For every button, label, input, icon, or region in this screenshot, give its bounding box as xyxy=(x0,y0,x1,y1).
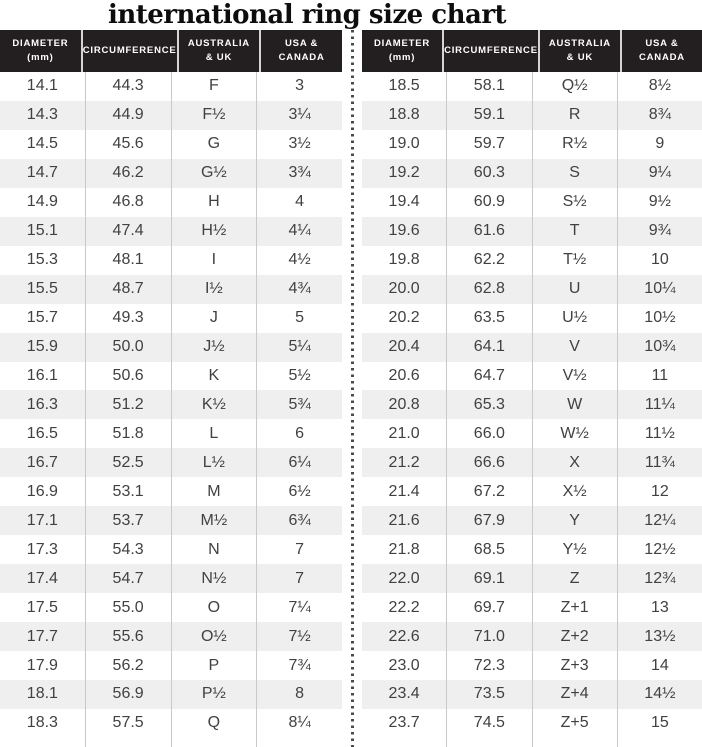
cell-diameter: 15.3 xyxy=(0,246,86,275)
cell-diameter: 19.0 xyxy=(362,130,447,159)
table-row xyxy=(362,564,702,593)
cell-usa-canada: 8½ xyxy=(648,77,671,95)
cell-usa-canada: 5½ xyxy=(288,367,311,384)
table-row xyxy=(0,72,342,101)
table-row xyxy=(362,390,702,419)
cell-circumference: 50.0 xyxy=(86,333,172,362)
column-header-line: DIAMETER xyxy=(374,38,431,50)
table-row xyxy=(0,159,342,188)
cell-usa-canada: 12¼ xyxy=(644,511,676,529)
table-row xyxy=(362,680,702,709)
cell-australia-uk: X xyxy=(533,448,618,477)
cell-circumference: 74.5 xyxy=(447,709,532,738)
column-header-line: AUSTRALIA xyxy=(187,38,250,50)
cell-diameter: 21.0 xyxy=(362,419,447,448)
table-header-row xyxy=(0,30,342,72)
cell-diameter: 19.6 xyxy=(362,217,447,246)
chart-content xyxy=(0,30,702,747)
table-row xyxy=(362,188,702,217)
column-header-diameter xyxy=(362,30,444,72)
cell-australia-uk: Z+3 xyxy=(533,651,618,680)
cell-diameter: 21.6 xyxy=(362,506,447,535)
cell-usa-canada: 6¾ xyxy=(288,511,311,529)
cell-circumference: 68.5 xyxy=(447,535,532,564)
cell-australia-uk: Z+2 xyxy=(533,622,618,651)
cell-diameter: 14.1 xyxy=(0,72,86,101)
table-row xyxy=(362,333,702,362)
cell-diameter: 16.1 xyxy=(0,362,86,391)
cell-australia-uk: S xyxy=(533,159,618,188)
dotted-divider xyxy=(351,30,354,747)
table-row xyxy=(0,333,342,362)
cell-circumference: 45.6 xyxy=(86,130,172,159)
column-header-line: CIRCUMFERENCE xyxy=(82,45,177,57)
table-row xyxy=(362,622,702,651)
cell-circumference: 58.1 xyxy=(447,72,532,101)
cell-usa-canada: 7½ xyxy=(288,627,311,645)
cell-australia-uk: O½ xyxy=(172,622,258,651)
cell-circumference: 46.8 xyxy=(86,188,172,217)
ring-size-table-right xyxy=(362,30,702,747)
table-row xyxy=(362,477,702,506)
cell-australia-uk: J½ xyxy=(172,333,258,362)
cell-usa-canada: 6½ xyxy=(288,482,311,500)
cell-usa-canada: 4¼ xyxy=(288,222,311,240)
cell-australia-uk: L½ xyxy=(172,448,258,477)
cell-diameter: 22.2 xyxy=(362,593,447,622)
cell-usa-canada: 3¾ xyxy=(288,164,311,182)
cell-usa-canada: 7¼ xyxy=(288,598,311,616)
table-grid-stub xyxy=(0,738,342,747)
cell-diameter: 17.7 xyxy=(0,622,86,651)
column-header-line: AUSTRALIA xyxy=(548,38,611,50)
cell-australia-uk: F xyxy=(172,72,258,101)
cell-circumference: 59.7 xyxy=(447,130,532,159)
column-header-usa-canada xyxy=(622,30,702,72)
cell-circumference: 64.7 xyxy=(447,362,532,391)
cell-diameter: 21.4 xyxy=(362,477,447,506)
table-row xyxy=(0,448,342,477)
cell-usa-canada: 6¼ xyxy=(288,453,311,471)
cell-circumference: 60.3 xyxy=(447,159,532,188)
cell-circumference: 66.0 xyxy=(447,419,532,448)
table-row xyxy=(362,304,702,333)
cell-australia-uk: I½ xyxy=(172,275,258,304)
cell-usa-canada: 10 xyxy=(650,251,669,269)
cell-diameter: 17.4 xyxy=(0,564,86,593)
cell-usa-canada: 9¾ xyxy=(648,222,671,240)
table-row xyxy=(0,651,342,680)
cell-australia-uk: L xyxy=(172,419,258,448)
column-header-line: USA & xyxy=(285,38,319,50)
cell-usa-canada: 13 xyxy=(650,598,669,616)
cell-usa-canada: 15 xyxy=(650,714,669,732)
cell-usa-canada: 3¼ xyxy=(288,106,311,124)
cell-circumference: 47.4 xyxy=(86,217,172,246)
cell-diameter: 14.9 xyxy=(0,188,86,217)
cell-australia-uk: M xyxy=(172,477,258,506)
cell-australia-uk: U½ xyxy=(533,304,618,333)
cell-australia-uk: W½ xyxy=(533,419,618,448)
cell-australia-uk: Z xyxy=(533,564,618,593)
page-title: international ring size chart xyxy=(107,0,507,30)
cell-usa-canada: 11½ xyxy=(644,424,675,442)
cell-circumference: 61.6 xyxy=(447,217,532,246)
table-grid-stub xyxy=(362,738,702,747)
cell-diameter: 18.1 xyxy=(0,680,86,709)
cell-circumference: 69.1 xyxy=(447,564,532,593)
table-row xyxy=(362,101,702,130)
cell-australia-uk: P½ xyxy=(172,680,258,709)
cell-usa-canada: 5¼ xyxy=(288,338,311,356)
table-row xyxy=(362,448,702,477)
table-row xyxy=(362,362,702,391)
table-row xyxy=(0,101,342,130)
table-row xyxy=(0,419,342,448)
ring-size-table-left xyxy=(0,30,342,747)
column-header-line: & UK xyxy=(205,52,233,63)
cell-usa-canada: 9½ xyxy=(648,193,671,211)
cell-diameter: 14.5 xyxy=(0,130,86,159)
cell-circumference: 69.7 xyxy=(447,593,532,622)
cell-diameter: 20.4 xyxy=(362,333,447,362)
cell-usa-canada: 12½ xyxy=(644,540,676,558)
column-header-diameter xyxy=(0,30,83,72)
cell-usa-canada: 8¼ xyxy=(288,714,311,732)
cell-circumference: 49.3 xyxy=(86,304,172,333)
cell-australia-uk: T½ xyxy=(533,246,618,275)
cell-circumference: 55.6 xyxy=(86,622,172,651)
column-header-line: (mm) xyxy=(388,52,416,63)
cell-australia-uk: V xyxy=(533,333,618,362)
cell-circumference: 51.2 xyxy=(86,390,172,419)
cell-circumference: 56.2 xyxy=(86,651,172,680)
cell-australia-uk: H xyxy=(172,188,258,217)
table-row xyxy=(0,217,342,246)
table-row xyxy=(0,246,342,275)
cell-diameter: 16.7 xyxy=(0,448,86,477)
cell-circumference: 59.1 xyxy=(447,101,532,130)
cell-diameter: 16.5 xyxy=(0,419,86,448)
column-header-circumference xyxy=(444,30,540,72)
table-row xyxy=(362,217,702,246)
cell-australia-uk: W xyxy=(533,390,618,419)
cell-diameter: 19.8 xyxy=(362,246,447,275)
cell-australia-uk: G½ xyxy=(172,159,258,188)
cell-usa-canada: 11¾ xyxy=(644,453,675,471)
cell-diameter: 18.5 xyxy=(362,72,447,101)
table-row xyxy=(0,593,342,622)
cell-usa-canada: 7¾ xyxy=(288,656,311,674)
cell-diameter: 21.8 xyxy=(362,535,447,564)
cell-diameter: 17.3 xyxy=(0,535,86,564)
cell-australia-uk: R xyxy=(533,101,618,130)
cell-diameter: 16.9 xyxy=(0,477,86,506)
table-row xyxy=(0,304,342,333)
cell-diameter: 20.6 xyxy=(362,362,447,391)
cell-usa-canada: 9 xyxy=(655,135,665,153)
column-header-usa-canada xyxy=(261,30,342,72)
cell-diameter: 17.9 xyxy=(0,651,86,680)
column-header-line: CIRCUMFERENCE xyxy=(444,45,538,57)
table-row xyxy=(362,419,702,448)
cell-circumference: 53.1 xyxy=(86,477,172,506)
cell-australia-uk: K½ xyxy=(172,390,258,419)
table-body-left xyxy=(0,72,342,738)
cell-circumference: 46.2 xyxy=(86,159,172,188)
cell-circumference: 73.5 xyxy=(447,680,532,709)
column-header-line: DIAMETER xyxy=(12,38,69,50)
cell-diameter: 15.5 xyxy=(0,275,86,304)
cell-circumference: 54.7 xyxy=(86,564,172,593)
cell-circumference: 72.3 xyxy=(447,651,532,680)
cell-circumference: 44.3 xyxy=(86,72,172,101)
cell-usa-canada: 6 xyxy=(295,424,305,442)
cell-diameter: 17.1 xyxy=(0,506,86,535)
cell-usa-canada: 3½ xyxy=(288,135,311,153)
cell-diameter: 20.8 xyxy=(362,390,447,419)
cell-australia-uk: Q xyxy=(172,709,258,738)
cell-diameter: 15.7 xyxy=(0,304,86,333)
cell-australia-uk: V½ xyxy=(533,362,618,391)
cell-diameter: 16.3 xyxy=(0,390,86,419)
cell-australia-uk: I xyxy=(172,246,258,275)
table-row xyxy=(0,535,342,564)
cell-usa-canada: 4½ xyxy=(288,251,311,269)
table-row xyxy=(0,130,342,159)
cell-diameter: 23.0 xyxy=(362,651,447,680)
cell-australia-uk: Q½ xyxy=(533,72,618,101)
table-row xyxy=(0,564,342,593)
cell-diameter: 23.4 xyxy=(362,680,447,709)
cell-diameter: 19.2 xyxy=(362,159,447,188)
cell-diameter: 19.4 xyxy=(362,188,447,217)
cell-circumference: 53.7 xyxy=(86,506,172,535)
table-row xyxy=(362,651,702,680)
table-header-row xyxy=(362,30,702,72)
cell-usa-canada: 3 xyxy=(295,77,305,95)
cell-usa-canada: 9¼ xyxy=(648,164,671,182)
cell-circumference: 60.9 xyxy=(447,188,532,217)
cell-usa-canada: 4¾ xyxy=(288,280,311,298)
column-header-line: CANADA xyxy=(278,52,325,63)
column-header-australia-uk xyxy=(179,30,262,72)
cell-circumference: 66.6 xyxy=(447,448,532,477)
cell-australia-uk: P xyxy=(172,651,258,680)
cell-australia-uk: Z+4 xyxy=(533,680,618,709)
cell-australia-uk: O xyxy=(172,593,258,622)
cell-usa-canada: 12 xyxy=(650,482,669,500)
cell-australia-uk: Z+5 xyxy=(533,709,618,738)
cell-australia-uk: M½ xyxy=(172,506,258,535)
cell-australia-uk: Y xyxy=(533,506,618,535)
cell-australia-uk: Z+1 xyxy=(533,593,618,622)
table-row xyxy=(0,477,342,506)
cell-usa-canada: 14 xyxy=(650,656,669,674)
cell-australia-uk: K xyxy=(172,362,258,391)
table-row xyxy=(0,188,342,217)
cell-circumference: 57.5 xyxy=(86,709,172,738)
cell-usa-canada: 14½ xyxy=(644,685,676,703)
table-gutter xyxy=(342,30,362,747)
cell-usa-canada: 7 xyxy=(295,540,305,558)
cell-circumference: 48.7 xyxy=(86,275,172,304)
cell-diameter: 18.8 xyxy=(362,101,447,130)
cell-australia-uk: G xyxy=(172,130,258,159)
cell-australia-uk: X½ xyxy=(533,477,618,506)
cell-circumference: 56.9 xyxy=(86,680,172,709)
table-row xyxy=(0,709,342,738)
cell-circumference: 67.9 xyxy=(447,506,532,535)
cell-circumference: 62.8 xyxy=(447,275,532,304)
table-row xyxy=(362,159,702,188)
column-header-circumference xyxy=(83,30,179,72)
cell-usa-canada: 7 xyxy=(295,569,305,587)
cell-circumference: 44.9 xyxy=(86,101,172,130)
table-row xyxy=(362,275,702,304)
column-header-line: CANADA xyxy=(638,52,685,63)
cell-diameter: 14.7 xyxy=(0,159,86,188)
cell-australia-uk: N½ xyxy=(172,564,258,593)
cell-australia-uk: T xyxy=(533,217,618,246)
cell-diameter: 18.3 xyxy=(0,709,86,738)
table-row xyxy=(0,680,342,709)
table-row xyxy=(0,362,342,391)
cell-diameter: 15.9 xyxy=(0,333,86,362)
cell-usa-canada: 11¼ xyxy=(644,395,675,413)
table-row xyxy=(0,622,342,651)
cell-usa-canada: 10½ xyxy=(644,309,676,327)
cell-circumference: 67.2 xyxy=(447,477,532,506)
table-row xyxy=(0,506,342,535)
cell-diameter: 23.7 xyxy=(362,709,447,738)
cell-usa-canada: 8 xyxy=(295,685,305,703)
cell-usa-canada: 10¾ xyxy=(644,338,676,356)
column-header-line: & UK xyxy=(566,52,594,63)
cell-usa-canada: 5 xyxy=(295,309,305,327)
cell-diameter: 14.3 xyxy=(0,101,86,130)
cell-diameter: 21.2 xyxy=(362,448,447,477)
cell-diameter: 20.0 xyxy=(362,275,447,304)
column-header-line: USA & xyxy=(645,38,679,50)
cell-usa-canada: 13½ xyxy=(644,627,676,645)
table-row xyxy=(362,593,702,622)
cell-circumference: 63.5 xyxy=(447,304,532,333)
cell-australia-uk: F½ xyxy=(172,101,258,130)
cell-usa-canada: 11 xyxy=(651,367,669,384)
cell-diameter: 15.1 xyxy=(0,217,86,246)
cell-diameter: 17.5 xyxy=(0,593,86,622)
cell-usa-canada: 12¾ xyxy=(644,569,676,587)
cell-diameter: 22.6 xyxy=(362,622,447,651)
table-row xyxy=(362,506,702,535)
cell-circumference: 52.5 xyxy=(86,448,172,477)
cell-circumference: 71.0 xyxy=(447,622,532,651)
cell-circumference: 48.1 xyxy=(86,246,172,275)
cell-diameter: 20.2 xyxy=(362,304,447,333)
cell-circumference: 54.3 xyxy=(86,535,172,564)
cell-circumference: 64.1 xyxy=(447,333,532,362)
table-row xyxy=(362,535,702,564)
cell-australia-uk: S½ xyxy=(533,188,618,217)
column-header-australia-uk xyxy=(540,30,622,72)
table-row xyxy=(0,275,342,304)
cell-australia-uk: H½ xyxy=(172,217,258,246)
cell-usa-canada: 10¼ xyxy=(644,280,676,298)
cell-australia-uk: N xyxy=(172,535,258,564)
cell-australia-uk: J xyxy=(172,304,258,333)
table-row xyxy=(362,709,702,738)
cell-usa-canada: 8¾ xyxy=(648,106,671,124)
cell-usa-canada: 4 xyxy=(295,193,305,211)
cell-circumference: 50.6 xyxy=(86,362,172,391)
cell-circumference: 65.3 xyxy=(447,390,532,419)
table-row xyxy=(362,130,702,159)
cell-circumference: 55.0 xyxy=(86,593,172,622)
table-row xyxy=(362,72,702,101)
table-body-right xyxy=(362,72,702,738)
cell-australia-uk: Y½ xyxy=(533,535,618,564)
cell-usa-canada: 5¾ xyxy=(288,395,311,413)
cell-australia-uk: U xyxy=(533,275,618,304)
cell-circumference: 62.2 xyxy=(447,246,532,275)
column-header-line: (mm) xyxy=(27,52,54,63)
cell-australia-uk: R½ xyxy=(533,130,618,159)
table-row xyxy=(0,390,342,419)
cell-circumference: 51.8 xyxy=(86,419,172,448)
cell-diameter: 22.0 xyxy=(362,564,447,593)
table-row xyxy=(362,246,702,275)
